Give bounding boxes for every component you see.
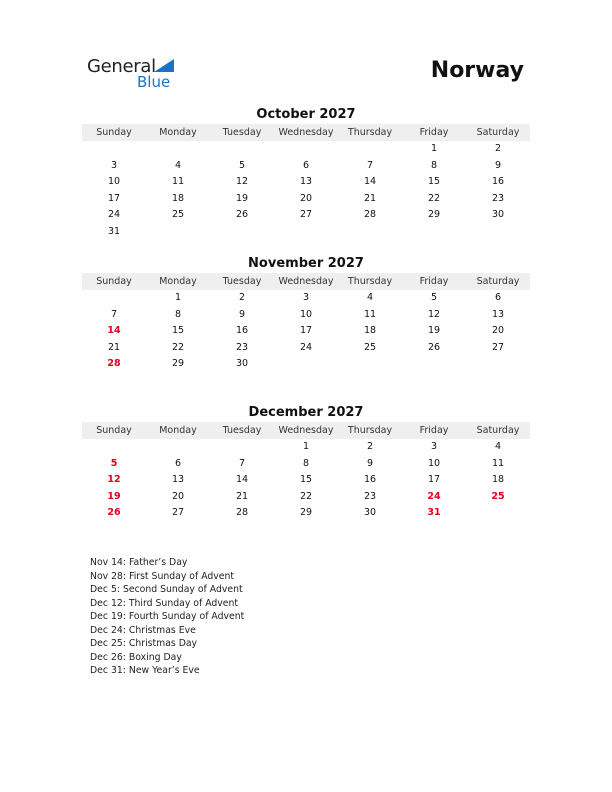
day-cell: 27 [299,209,313,221]
empty-day-cell [274,141,338,158]
day-cell: 13 [491,308,505,320]
holiday-entry: Dec 5: Second Sunday of Advent [90,584,243,595]
day-cell: 26 [235,209,249,221]
day-cell: 7 [110,308,118,320]
day-cell: 8 [302,457,310,469]
day-cell: 1 [174,292,182,303]
day-cell: 7 [238,457,246,469]
day-cell: 23 [491,192,505,204]
day-cell: 11 [491,457,505,469]
weekday-label: Tuesday [222,425,262,436]
day-cell: 10 [107,176,121,188]
day-cell: 16 [363,474,377,486]
day-cell: 1 [430,143,438,154]
day-cell: 8 [174,308,182,320]
empty-day-cell [402,224,466,241]
week-row [82,158,530,175]
empty-day-cell [402,356,466,373]
day-cell: 5 [238,159,246,171]
weekday-label: Thursday [347,127,393,138]
day-cell: 26 [427,341,441,353]
day-cell: 5 [110,457,118,469]
day-cell: 13 [171,474,185,486]
day-cell: 21 [107,341,121,353]
day-cell: 24 [299,341,313,353]
day-cell: 12 [427,308,441,320]
day-cell: 6 [494,292,502,303]
week-row [82,456,530,473]
weekday-label: Friday [419,276,449,287]
week-row [82,207,530,224]
day-cell: 28 [107,358,121,370]
day-cell: 22 [299,490,313,502]
day-cell: 14 [235,474,249,486]
day-cell: 27 [171,507,185,519]
day-cell: 22 [171,341,185,353]
day-cell: 18 [491,474,505,486]
weekday-header [82,422,530,439]
day-cell: 29 [171,358,185,370]
day-cell: 13 [299,176,313,188]
day-cell: 6 [302,159,310,171]
day-cell: 15 [171,325,185,337]
day-cell: 17 [427,474,441,486]
weekday-label: Friday [419,127,449,138]
day-cell: 3 [430,441,438,452]
day-cell: 30 [491,209,505,221]
generalblue-logo [87,56,187,92]
day-cell: 22 [427,192,441,204]
holiday-entry: Nov 28: First Sunday of Advent [90,570,235,582]
empty-day-cell [146,141,210,158]
day-cell: 21 [235,490,249,502]
empty-day-cell [274,224,338,241]
week-row [82,472,530,489]
month-title: October 2027 [256,107,356,122]
day-cell: 28 [235,507,249,519]
day-cell: 4 [366,292,374,303]
week-row [82,323,530,340]
day-cell: 14 [107,325,121,337]
logo-text-blue: Blue [137,73,171,91]
day-cell: 4 [494,441,502,452]
day-cell: 17 [107,192,121,204]
day-cell: 23 [363,490,377,502]
day-cell: 24 [427,490,441,502]
week-row [82,224,530,241]
empty-day-cell [146,439,210,456]
day-cell: 9 [238,308,246,320]
empty-day-cell [146,224,210,241]
day-cell: 20 [299,192,313,204]
holiday-entry: Dec 25: Christmas Day [90,638,198,649]
month-december [82,404,530,522]
month-october [82,106,530,241]
weekday-label: Monday [159,127,197,138]
day-cell: 3 [110,159,118,171]
weekday-label: Wednesday [278,127,334,138]
day-cell: 31 [427,507,441,519]
day-cell: 21 [363,192,377,204]
day-cell: 2 [238,292,246,303]
empty-day-cell [82,290,146,307]
day-cell: 4 [174,159,182,171]
empty-day-cell [466,224,530,241]
empty-day-cell [338,141,402,158]
weekday-label: Monday [159,425,197,436]
week-row [82,141,530,158]
week-row [82,174,530,191]
day-cell: 15 [299,474,313,486]
day-cell: 5 [430,292,438,303]
empty-day-cell [466,505,530,522]
day-cell: 25 [171,209,185,221]
weekday-label: Sunday [96,276,132,287]
day-cell: 12 [235,176,249,188]
empty-day-cell [210,224,274,241]
day-cell: 20 [491,325,505,337]
week-row [82,191,530,208]
day-cell: 30 [235,358,249,370]
day-cell: 11 [363,308,377,320]
logo-triangle-icon [154,59,174,72]
weekday-label: Wednesday [278,425,334,436]
day-cell: 2 [366,441,374,452]
day-cell: 31 [107,225,121,237]
day-cell: 1 [302,441,310,452]
weekday-label: Friday [419,425,449,436]
week-row [82,489,530,506]
empty-day-cell [338,356,402,373]
month-grid [82,141,530,241]
day-cell: 18 [363,325,377,337]
holiday-list [90,556,244,678]
weekday-label: Thursday [347,276,393,287]
logo-text-general: General [87,56,156,77]
month-grid [82,439,530,522]
weekday-label: Saturday [476,425,520,436]
weekday-label: Sunday [96,127,132,138]
weekday-header [82,273,530,290]
day-cell: 20 [171,490,185,502]
month-title: November 2027 [248,256,364,271]
weekday-label: Thursday [347,425,393,436]
day-cell: 28 [363,209,377,221]
day-cell: 25 [363,341,377,353]
weekday-label: Saturday [476,276,520,287]
day-cell: 16 [491,176,505,188]
month-grid [82,290,530,373]
day-cell: 23 [235,341,249,353]
day-cell: 17 [299,325,313,337]
day-cell: 2 [494,143,502,154]
weekday-label: Wednesday [278,276,334,287]
week-row [82,340,530,357]
holiday-entry: Dec 24: Christmas Eve [90,624,196,636]
holiday-entry: Dec 12: Third Sunday of Advent [90,597,239,609]
day-cell: 29 [299,507,313,519]
day-cell: 19 [235,192,249,204]
day-cell: 3 [302,292,310,303]
day-cell: 10 [427,457,441,469]
day-cell: 16 [235,325,249,337]
week-row [82,290,530,307]
holiday-entry: Dec 31: New Year’s Eve [90,665,200,676]
day-cell: 18 [171,192,185,204]
day-cell: 25 [491,490,505,502]
country-title: Norway [430,58,524,83]
month-november [82,255,530,373]
day-cell: 14 [363,176,377,188]
day-cell: 24 [107,209,121,221]
week-row [82,356,530,373]
weekday-label: Monday [159,276,197,287]
day-cell: 9 [366,457,374,469]
day-cell: 19 [107,490,121,502]
empty-day-cell [274,356,338,373]
weekday-header [82,124,530,141]
day-cell: 8 [430,159,438,171]
day-cell: 12 [107,474,121,486]
empty-day-cell [82,141,146,158]
day-cell: 27 [491,341,505,353]
weekday-label: Saturday [476,127,520,138]
day-cell: 9 [494,159,502,171]
day-cell: 15 [427,176,441,188]
day-cell: 29 [427,209,441,221]
day-cell: 30 [363,507,377,519]
week-row [82,439,530,456]
holiday-entry: Nov 14: Father’s Day [90,557,188,568]
empty-day-cell [338,224,402,241]
day-cell: 10 [299,308,313,320]
day-cell: 19 [427,325,441,337]
day-cell: 7 [366,159,374,171]
holiday-entry: Dec 26: Boxing Day [90,651,182,663]
empty-day-cell [82,439,146,456]
month-title: December 2027 [248,405,364,420]
day-cell: 11 [171,176,185,188]
week-row [82,307,530,324]
weekday-label: Sunday [96,425,132,436]
empty-day-cell [466,356,530,373]
weekday-label: Tuesday [222,276,262,287]
holiday-entry: Dec 19: Fourth Sunday of Advent [90,611,245,622]
week-row [82,505,530,522]
day-cell: 26 [107,507,121,519]
day-cell: 6 [174,457,182,469]
empty-day-cell [210,141,274,158]
weekday-label: Tuesday [222,127,262,138]
empty-day-cell [210,439,274,456]
